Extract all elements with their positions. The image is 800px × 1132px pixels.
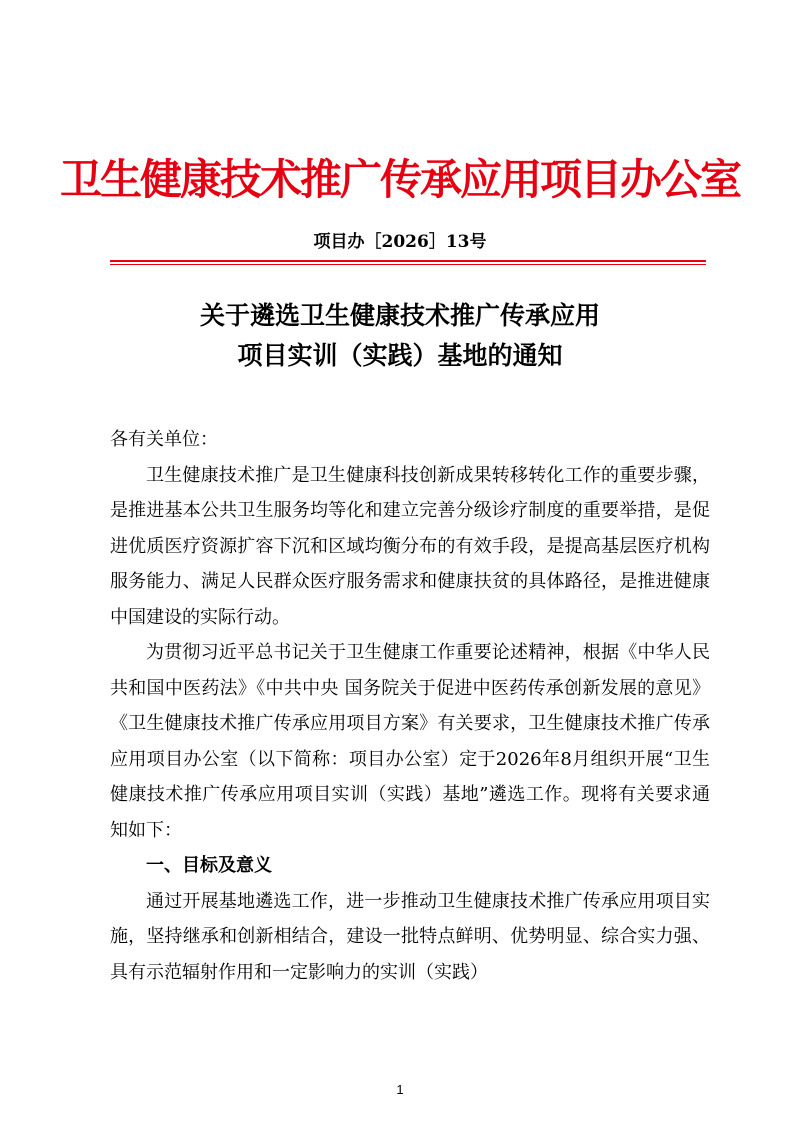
section-heading-1: 一、目标及意义 (146, 855, 272, 876)
issuing-organization-header: 卫生健康技术推广传承应用项目办公室 (59, 155, 740, 204)
red-separator-line-thin (110, 264, 706, 265)
red-separator-line (110, 260, 706, 262)
page-number: 1 (396, 1082, 404, 1097)
body-paragraph-3: 通过开展基地遴选工作，进一步推动卫生健康技术推广传承应用项目实施，坚持继承和创新相结合，建设一批特点鲜明、优势明显、综合实力强、具有示范辐射作用和一定影响力的实训（实践） (110, 890, 710, 983)
document-title (0, 296, 800, 376)
document-number: 项目办［2026］13号 (313, 232, 487, 252)
document-title-line-1: 关于遴选卫生健康技术推广传承应用 (199, 301, 600, 330)
salutation: 各有关单位： (110, 429, 218, 450)
document-title-line-2: 项目实训（实践）基地的通知 (237, 341, 563, 370)
body-paragraph-2: 为贯彻习近平总书记关于卫生健康工作重要论述精神，根据《中华人民共和国中医药法》《中共中央 国务院关于促进中医药传承创新发展的意见》《卫生健康技术推广传承应用项目方案》有关要求，卫生健康技术推广传承应用项目办公室（以下简称：项目办公室）定于2026年8月组织开展“卫生健康技术推广传承应用项目实训（实践）基地”遴选工作。现将有关要求通知如下： (110, 642, 710, 841)
body-paragraph-1: 卫生健康技术推广是卫生健康科技创新成果转移转化工作的重要步骤，是推进基本公共卫生服务均等化和建立完善分级诊疗制度的重要举措，是促进优质医疗资源扩容下沉和区域均衡分布的有效手段，是提高基层医疗机构服务能力、满足人民群众医疗服务需求和健康扶贫的具体路径，是推进健康中国建设的实际行动。 (110, 464, 710, 628)
document-body (110, 422, 710, 990)
